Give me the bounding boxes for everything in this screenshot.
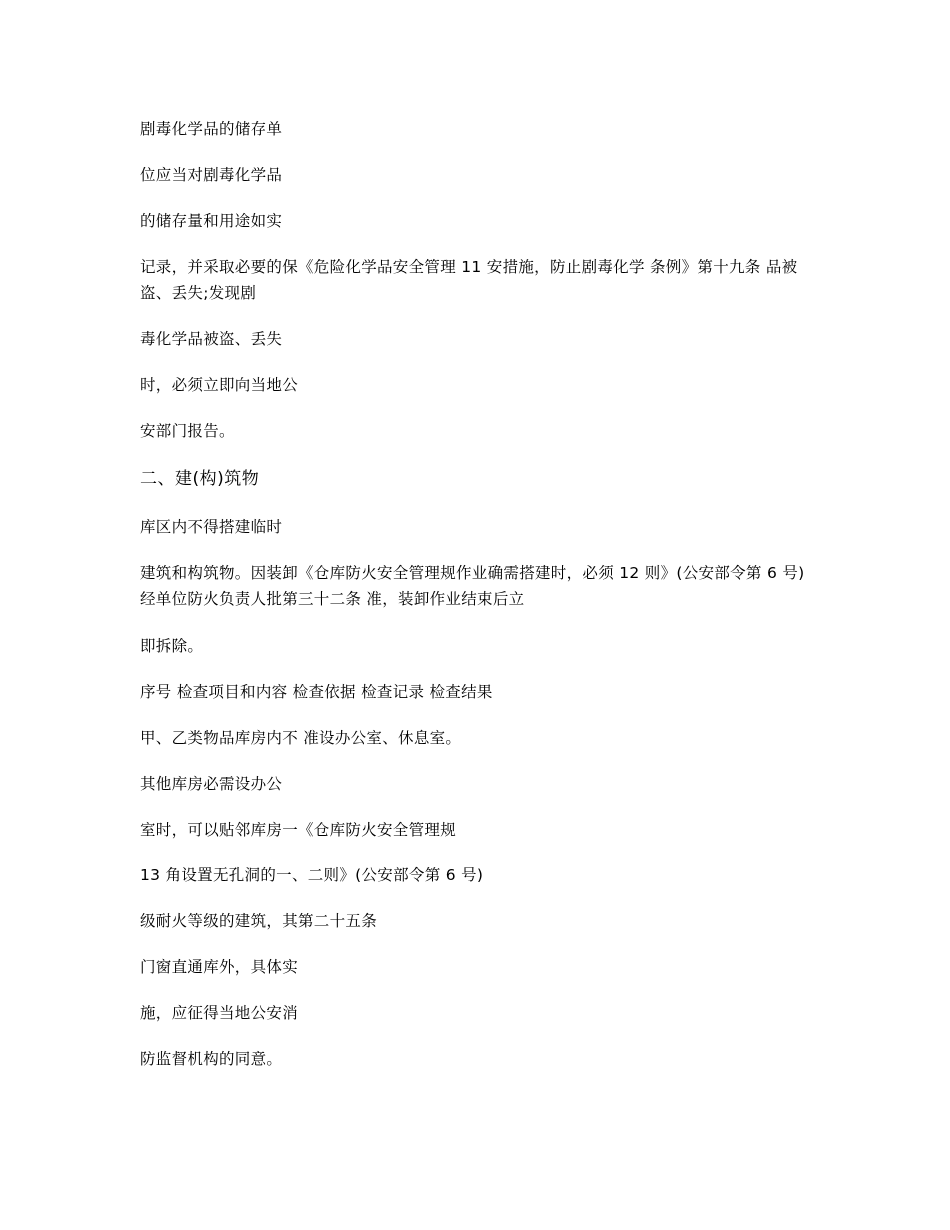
paragraph: 13 角设置无孔洞的一、二则》(公安部令第 6 号) [140,866,484,884]
paragraph: 时，必须立即向当地公 [140,376,299,394]
paragraph: 其他库房必需设办公 [140,775,283,793]
paragraph: 剧毒化学品的储存单 [140,120,283,138]
paragraph: 库区内不得搭建临时 [140,518,283,536]
paragraph: 门窗直通库外，具体实 [140,958,299,976]
section-heading: 二、建(构)筑物 [140,469,260,489]
paragraph: 防监督机构的同意。 [140,1050,283,1068]
paragraph: 的储存量和用途如实 [140,212,283,230]
paragraph: 级耐火等级的建筑，其第二十五条 [140,912,378,930]
paragraph: 建筑和构筑物。因装卸《仓库防火安全管理规作业确需搭建时，必须 12 则》(公安部令第 6 号) 经单位防火负责人批第三十二条 准，装卸作业结束后立 [140,564,805,608]
table-header-row: 序号 检查项目和内容 检查依据 检查记录 检查结果 [140,683,493,701]
paragraph: 位应当对剧毒化学品 [140,166,283,184]
paragraph: 记录，并采取必要的保《危险化学品安全管理 11 安措施，防止剧毒化学 条例》第十九条 品被盗、丢失;发现剧 [140,258,798,302]
paragraph: 室时，可以贴邻库房一《仓库防火安全管理规 [140,821,457,839]
paragraph: 甲、乙类物品库房内不 准设办公室、休息室。 [140,729,462,747]
paragraph: 即拆除。 [140,637,204,655]
paragraph: 安部门报告。 [140,422,235,440]
paragraph: 毒化学品被盗、丢失 [140,330,283,348]
paragraph: 施，应征得当地公安消 [140,1004,299,1022]
